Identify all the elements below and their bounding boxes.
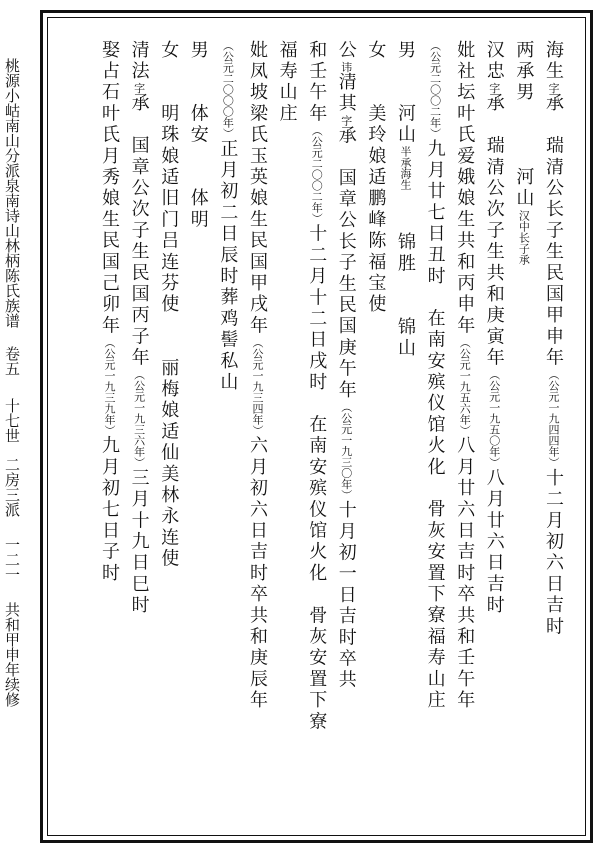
annotation-text: 字 [339, 114, 353, 126]
column-text: 正月初二日辰时葬鸡髻私山 [217, 139, 239, 394]
genealogy-title: 桃源小岵南山分派泉南诗山林柄陈氏族谱 [3, 58, 21, 328]
annotation-text: （公元二〇〇二年） [428, 40, 442, 139]
text-column [426, 40, 444, 711]
column-text: 承 瑞清公次子生共和庚寅年 [483, 93, 505, 370]
annotation-text: （公元一九三〇年） [339, 401, 353, 501]
column-text: 锦胜 锦山 [395, 190, 416, 360]
column-text: 八月廿六日吉时 [483, 468, 505, 617]
text-column [217, 40, 239, 394]
column-text: 十二月十二日戌时 在南安殡仪馆火化 骨灰安置下寮 [306, 223, 328, 733]
branch-label: 二房三派 [3, 457, 21, 517]
column-text: 承 瑞清公长子生民国甲申年 [543, 93, 564, 370]
volume-label: 卷五 [3, 346, 21, 376]
text-column [158, 40, 180, 570]
column-text: 女 明珠娘适旧门吕连芬使 丽梅娘适仙美林永连使 [158, 40, 180, 570]
text-column [306, 40, 328, 733]
text-column [337, 40, 355, 691]
column-text: 妣凤坡梁氏玉英娘生民国甲戌年 [247, 40, 268, 337]
column-text: 妣社坛叶氏爱娥娘生共和丙申年 [454, 40, 476, 337]
text-column [189, 40, 207, 231]
column-text: 海生 [543, 40, 564, 83]
column-text: 和壬午年 [306, 40, 328, 125]
column-text: 十二月初六日吉时 [543, 468, 564, 638]
side-margin [4, 58, 19, 707]
column-text: 福寿山庄 [276, 40, 298, 125]
text-column [485, 40, 503, 616]
annotation-text: 字 [132, 82, 146, 94]
annotation-text: 讳 [339, 61, 353, 73]
annotation-text: （公元二〇〇〇年） [221, 40, 235, 139]
column-text: 清其 [335, 72, 357, 115]
annotation-text: 半承海生 [399, 146, 412, 190]
text-column [130, 40, 148, 616]
column-text: 女 美玲娘适鹏峰陈福宝使 [365, 40, 387, 316]
column-text: 承 国章公长子生民国庚午年 [335, 125, 357, 402]
column-text: 九月初七日子时 [99, 435, 120, 585]
annotation-text: （公元一九三四年） [251, 336, 264, 436]
column-text: 男 河山 [395, 40, 416, 146]
text-column [454, 40, 476, 712]
column-text: 八月廿六日吉时卒共和壬午年 [454, 435, 476, 712]
annotation-text: （公元一九三六年） [132, 369, 146, 469]
text-column [365, 40, 387, 316]
annotation-text: （公元一九三九年） [103, 336, 116, 436]
page-number: 一二一 [3, 537, 21, 582]
column-text: 男 体安 体明 [187, 40, 209, 231]
column-text: 公 [335, 40, 357, 62]
annotation-text: （公元一九五六年） [458, 336, 472, 436]
column-text: 两承男 河山 [513, 40, 535, 210]
text-column [396, 40, 414, 360]
annotation-text: 字 [487, 82, 501, 94]
column-text: 承 国章公次子生民国丙子年 [128, 93, 150, 370]
column-text: 九月廿七日丑时 在南安殡仪馆火化 骨灰安置下寮福寿山庄 [424, 139, 446, 712]
column-text: 清法 [128, 40, 150, 83]
column-text: 三月十九日巳时 [128, 468, 150, 617]
annotation-text: （公元二〇〇二年） [310, 124, 324, 224]
column-text: 六月初六日吉时卒共和庚辰年 [247, 435, 268, 712]
edition-label: 共和甲申年续修 [3, 602, 21, 707]
text-column [248, 40, 266, 711]
annotation-text: 汉中长子承 [517, 209, 531, 265]
column-text: 十月初一日吉时卒共 [335, 500, 357, 692]
annotation-text: 字 [547, 82, 560, 94]
column-text: 娶占石叶氏月秀娘生民国己卯年 [99, 40, 120, 337]
text-column [100, 40, 118, 584]
annotation-text: （公元一九五〇年） [487, 369, 501, 469]
text-column [278, 40, 296, 125]
generation-label: 十七世 [3, 398, 21, 443]
text-column [544, 40, 562, 638]
text-column [513, 40, 535, 265]
column-text: 汉忠 [483, 40, 505, 83]
annotation-text: （公元一九四四年） [547, 369, 560, 469]
